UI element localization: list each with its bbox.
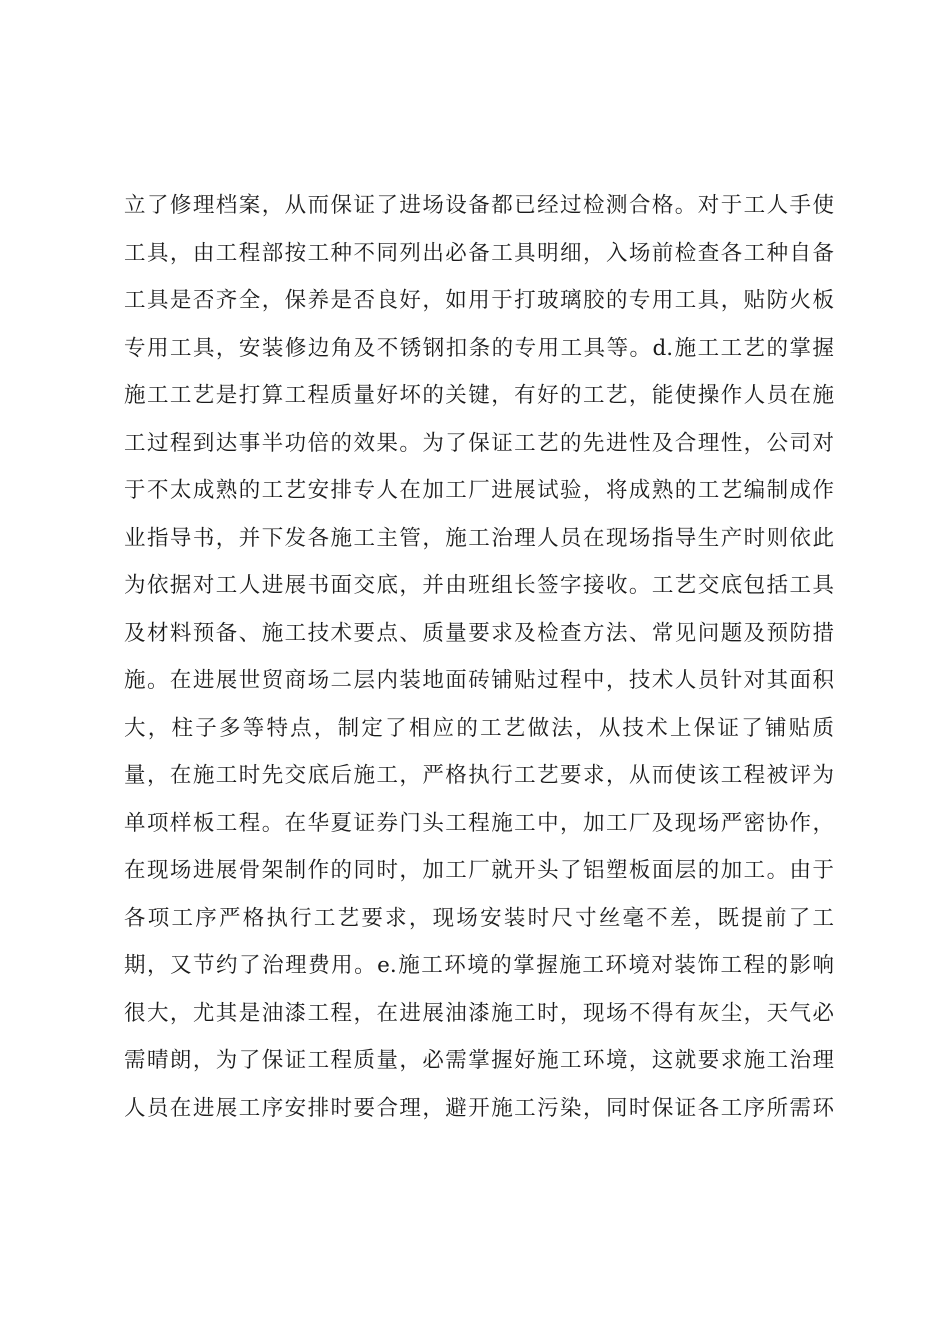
- body-text: [124, 182, 834, 1132]
- text-line-7: 于不太成熟的工艺安排专人在加工厂进展试验，将成熟的工艺编制成作: [124, 478, 834, 503]
- text-line-13: 量，在施工时先交底后施工，严格执行工艺要求，从而使该工程被评为: [124, 763, 834, 788]
- text-line-17: 期，又节约了治理费用。e.施工环境的掌握施工环境对装饰工程的影响: [124, 953, 834, 978]
- text-line-15: 在现场进展骨架制作的同时，加工厂就开头了铝塑板面层的加工。由于: [124, 858, 834, 883]
- text-line-9: 为依据对工人进展书面交底，并由班组长签字接收。工艺交底包括工具: [124, 573, 834, 598]
- text-line-1: 立了修理档案，从而保证了进场设备都已经过检测合格。对于工人手使: [124, 193, 834, 218]
- text-line-8: 业指导书，并下发各施工主管，施工治理人员在现场指导生产时则依此: [124, 525, 834, 551]
- text-line-11: 施。在进展世贸商场二层内装地面砖铺贴过程中，技术人员针对其面积: [124, 668, 834, 693]
- text-line-14: 单项样板工程。在华夏证券门头工程施工中，加工厂及现场严密协作，: [124, 810, 834, 836]
- text-line-2: 工具，由工程部按工种不同列出必备工具明细，入场前检查各工种自备: [124, 240, 834, 266]
- text-line-4: 专用工具，安装修边角及不锈钢扣条的专用工具等。d.施工工艺的掌握: [124, 335, 834, 361]
- text-line-6: 工过程到达事半功倍的效果。为了保证工艺的先进性及合理性，公司对: [124, 430, 834, 456]
- text-line-10: 及材料预备、施工技术要点、质量要求及检查方法、常见问题及预防措: [124, 620, 834, 646]
- text-line-16: 各项工序严格执行工艺要求，现场安装时尺寸丝毫不差，既提前了工: [124, 905, 834, 931]
- text-line-3: 工具是否齐全，保养是否良好，如用于打玻璃胶的专用工具，贴防火板: [124, 288, 834, 313]
- text-line-20: 人员在进展工序安排时要合理，避开施工污染，同时保证各工序所需环: [124, 1095, 834, 1121]
- text-line-12: 大，柱子多等特点，制定了相应的工艺做法，从技术上保证了铺贴质: [124, 715, 834, 741]
- text-line-18: 很大，尤其是油漆工程，在进展油漆施工时，现场不得有灰尘，天气必: [124, 1000, 834, 1026]
- text-line-19: 需晴朗，为了保证工程质量，必需掌握好施工环境，这就要求施工治理: [124, 1048, 834, 1073]
- text-line-5: 施工工艺是打算工程质量好坏的关键，有好的工艺，能使操作人员在施: [124, 383, 834, 408]
